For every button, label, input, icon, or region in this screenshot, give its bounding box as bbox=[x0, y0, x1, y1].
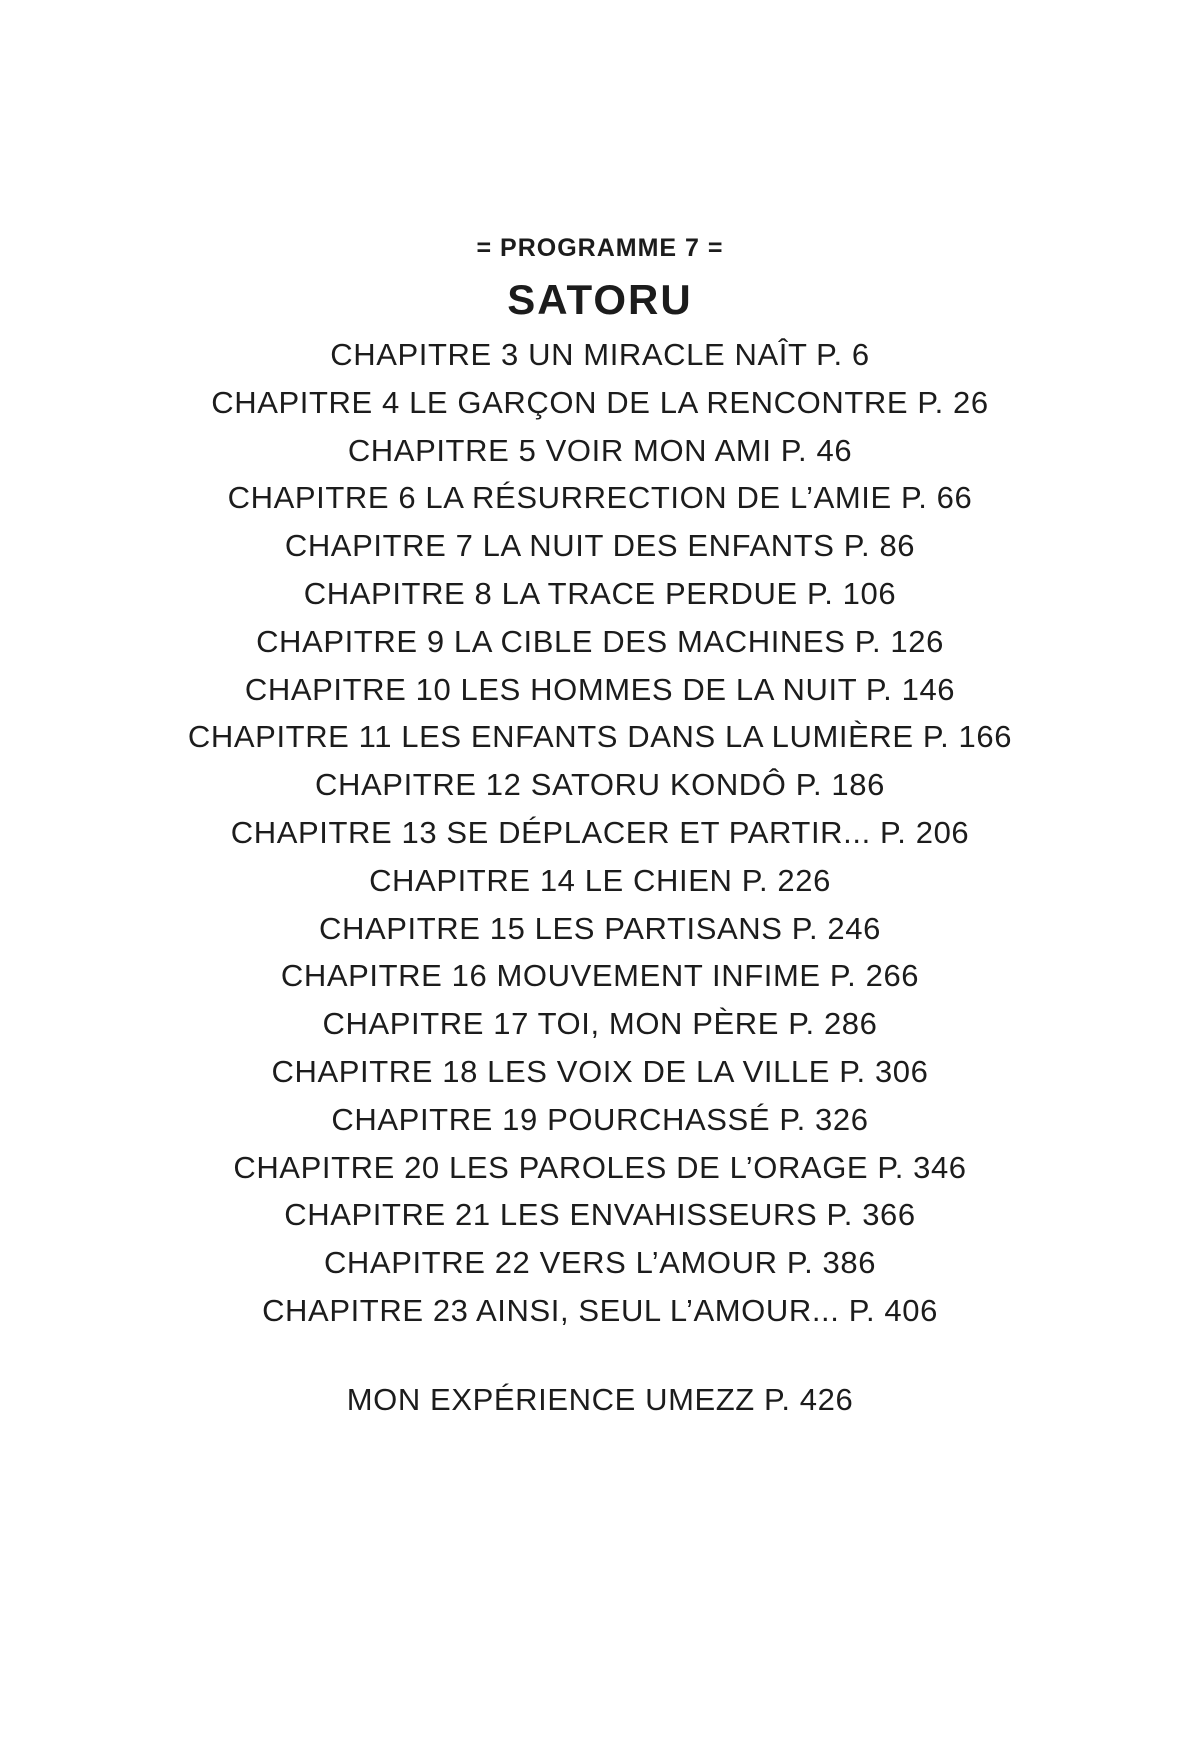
chapter-entry: CHAPITRE 14 LE CHIEN P. 226 bbox=[369, 862, 831, 898]
chapter-entry: CHAPITRE 21 LES ENVAHISSEURS P. 366 bbox=[284, 1197, 916, 1233]
chapter-entry: CHAPITRE 13 SE DÉPLACER ET PARTIR... P. 206 bbox=[230, 814, 970, 850]
bonus-entry: MON EXPÉRIENCE UMEZZ P. 426 bbox=[346, 1382, 854, 1417]
chapter-entry: CHAPITRE 12 SATORU KONDÔ P. 186 bbox=[315, 767, 885, 803]
chapter-entry: CHAPITRE 20 LES PAROLES DE L’ORAGE P. 346 bbox=[233, 1149, 967, 1185]
chapter-entry: CHAPITRE 11 LES ENFANTS DANS LA LUMIÈRE P. 166 bbox=[187, 719, 1013, 755]
chapter-entry: CHAPITRE 9 LA CIBLE DES MACHINES P. 126 bbox=[256, 623, 944, 659]
chapter-entry: CHAPITRE 16 MOUVEMENT INFIME P. 266 bbox=[280, 958, 920, 994]
chapter-entry: CHAPITRE 10 LES HOMMES DE LA NUIT P. 146 bbox=[244, 671, 956, 707]
program-label: = PROGRAMME 7 = bbox=[476, 234, 724, 262]
chapter-entry: CHAPITRE 17 TOI, MON PÈRE P. 286 bbox=[322, 1006, 878, 1042]
chapter-entry: CHAPITRE 3 UN MIRACLE NAÎT P. 6 bbox=[330, 337, 870, 372]
chapter-entry: CHAPITRE 5 VOIR MON AMI P. 46 bbox=[347, 432, 853, 468]
chapter-entry: CHAPITRE 18 LES VOIX DE LA VILLE P. 306 bbox=[271, 1053, 929, 1089]
chapter-list bbox=[0, 331, 1200, 1335]
chapter-entry: CHAPITRE 7 LA NUIT DES ENFANTS P. 86 bbox=[284, 528, 916, 564]
chapter-entry: CHAPITRE 19 POURCHASSÉ P. 326 bbox=[331, 1101, 869, 1137]
chapter-entry: CHAPITRE 15 LES PARTISANS P. 246 bbox=[319, 910, 881, 946]
chapter-entry: CHAPITRE 22 VERS L’AMOUR P. 386 bbox=[323, 1245, 877, 1281]
chapter-entry: CHAPITRE 6 LA RÉSURRECTION DE L’AMIE P. 66 bbox=[227, 480, 973, 516]
page-title: SATORU bbox=[507, 276, 693, 323]
chapter-entry: CHAPITRE 23 AINSI, SEUL L’AMOUR... P. 406 bbox=[262, 1292, 938, 1328]
chapter-entry: CHAPITRE 8 LA TRACE PERDUE P. 106 bbox=[303, 575, 897, 611]
chapter-entry: CHAPITRE 4 LE GARÇON DE LA RENCONTRE P. 26 bbox=[211, 384, 989, 420]
